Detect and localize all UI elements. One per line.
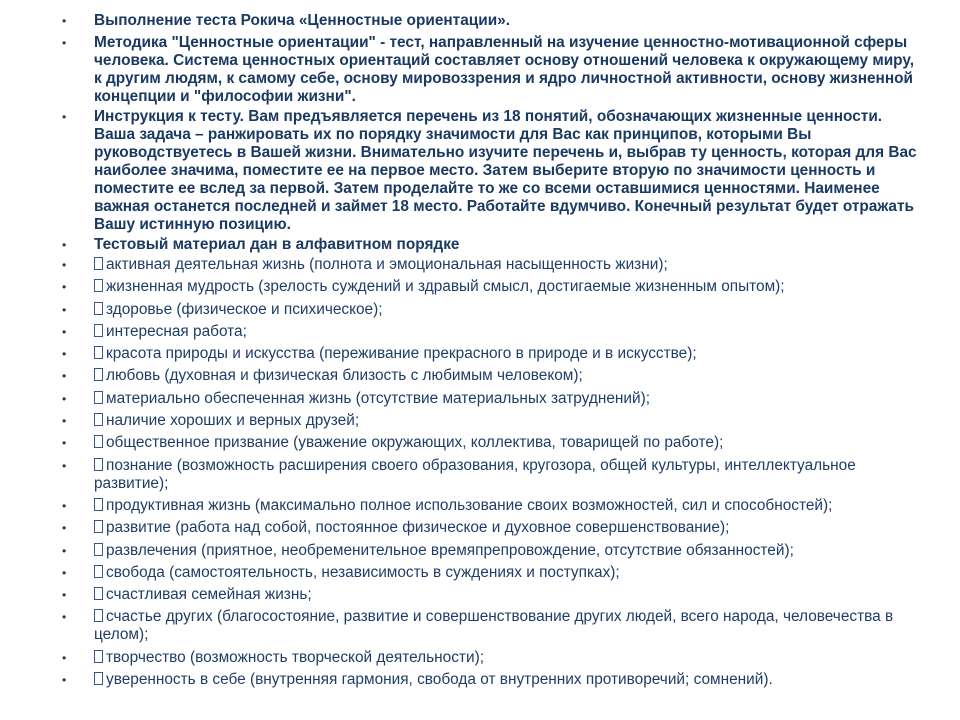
bullet-item — [62, 236, 922, 254]
bullet-list — [62, 12, 922, 693]
bullet-label: уверенность в себе (внутренняя гармония, свобода от внутренних противоречий; сомнений). — [106, 671, 773, 689]
bullet-label: продуктивная жизнь (максимально полное использование своих возможностей, сил и способностей); — [106, 496, 833, 514]
bullet-dot: • — [62, 458, 67, 473]
bullet-item — [62, 542, 922, 560]
bullet-text — [94, 497, 832, 514]
missing-glyph-box-icon — [94, 650, 103, 663]
bullet-label: здоровье (физическое и психическое); — [106, 300, 383, 318]
bullet-text — [94, 301, 383, 318]
missing-glyph-box-icon — [94, 435, 103, 448]
missing-glyph-box-icon — [94, 368, 103, 381]
bullet-dot: • — [62, 14, 67, 28]
missing-glyph-box-icon — [94, 609, 103, 622]
missing-glyph-box-icon — [94, 279, 103, 292]
bullet-text — [94, 542, 794, 559]
bullet-label: счастливая семейная жизнь; — [106, 586, 312, 604]
bullet-text — [94, 108, 917, 233]
missing-glyph-box-icon — [94, 346, 103, 359]
missing-glyph-box-icon — [94, 672, 103, 685]
bullet-item — [62, 497, 922, 515]
bullet-label: активная деятельная жизнь (полнота и эмоциональная насыщенность жизни); — [106, 256, 668, 273]
bullet-text — [94, 345, 697, 362]
bullet-label: Инструкция к тесту. Вам предъявляется перечень из 18 понятий, обозначающих жизненные ценности. Ваша задача – ранжировать их по порядку значимости для Вас как принципов, которыми Вы руководствуетесь в Вашей жизни. Внимательно изучите перечень и, выбрав ту ценность, которая для Вас наиболее значима, поместите ее на первое место. Затем выберите вторую по значимости ценность и поместите ее вслед за первой. Затем проделайте то же со всеми оставшимися ценностями. Наименее важная останется последней и займет 18 место. Работайте вдумчиво. Конечный результат будет отражать Вашу истинную позицию. — [94, 108, 917, 233]
bullet-label: жизненная мудрость (зрелость суждений и здравый смысл, достигаемые жизненным опытом); — [106, 278, 785, 296]
bullet-text — [94, 12, 510, 29]
bullet-text — [94, 671, 773, 688]
bullet-label: интересная работа; — [106, 322, 247, 340]
bullet-text — [94, 256, 668, 273]
bullet-text — [94, 586, 312, 603]
bullet-text — [94, 367, 583, 384]
bullet-item — [62, 564, 922, 582]
bullet-text — [94, 34, 914, 105]
bullet-label: любовь (духовная и физическая близость с любимым человеком); — [106, 367, 583, 385]
missing-glyph-box-icon — [94, 543, 103, 556]
missing-glyph-box-icon — [94, 520, 103, 533]
bullet-text — [94, 608, 893, 643]
bullet-item — [62, 256, 922, 274]
bullet-item — [62, 519, 922, 537]
bullet-label: Методика "Ценностные ориентации" - тест, направленный на изучение ценностно-мотивационной сферы человека. Система ценностных ориентаций составляет основу отношений человека к окружающему миру, к другим людям, к самому себе, основу мировоззрения и ядро личностной активности, основу жизненной концепции и "философии жизни". — [94, 34, 915, 105]
bullet-dot: • — [62, 347, 67, 362]
missing-glyph-box-icon — [94, 257, 103, 270]
bullet-label: счастье других (благосостояние, развитие и совершенствование других людей, всего народа, человечества в целом); — [94, 608, 894, 644]
bullet-item — [62, 608, 922, 644]
bullet-text — [94, 390, 650, 407]
bullet-label: познание (возможность расширения своего образования, кругозора, общей культуры, интеллектуальное развитие); — [94, 456, 856, 492]
bullet-dot: • — [62, 521, 67, 536]
bullet-item — [62, 457, 922, 493]
bullet-dot: • — [62, 324, 67, 339]
bullet-item — [62, 301, 922, 319]
bullet-label: творчество (возможность творческой деятельности); — [106, 648, 484, 666]
bullet-dot: • — [62, 588, 67, 603]
bullet-text — [94, 519, 729, 536]
bullet-dot: • — [62, 436, 67, 451]
bullet-item — [62, 390, 922, 408]
missing-glyph-box-icon — [94, 302, 103, 315]
bullet-item — [62, 434, 922, 452]
bullet-dot: • — [62, 238, 67, 252]
bullet-item — [62, 323, 922, 341]
missing-glyph-box-icon — [94, 391, 103, 404]
bullet-dot: • — [62, 673, 67, 688]
bullet-item — [62, 586, 922, 604]
missing-glyph-box-icon — [94, 413, 103, 426]
bullet-dot: • — [62, 414, 67, 429]
bullet-text — [94, 236, 459, 253]
missing-glyph-box-icon — [94, 324, 103, 337]
bullet-label: красота природы и искусства (переживание прекрасного в природе и в искусстве); — [106, 345, 697, 363]
bullet-dot: • — [62, 258, 67, 272]
bullet-dot: • — [62, 650, 67, 665]
bullet-item — [62, 649, 922, 667]
bullet-text — [94, 649, 484, 666]
bullet-item — [62, 412, 922, 430]
bullet-dot: • — [62, 565, 67, 580]
missing-glyph-box-icon — [94, 458, 103, 471]
bullet-dot: • — [62, 543, 67, 558]
bullet-label: наличие хороших и верных друзей; — [106, 412, 360, 430]
bullet-label: Выполнение теста Рокича «Ценностные ориентации». — [94, 12, 510, 29]
bullet-dot: • — [62, 391, 67, 406]
bullet-dot: • — [62, 110, 67, 124]
bullet-text — [94, 457, 856, 492]
missing-glyph-box-icon — [94, 565, 103, 578]
bullet-dot: • — [62, 36, 67, 50]
bullet-dot: • — [62, 610, 67, 625]
bullet-text — [94, 323, 247, 340]
bullet-item — [62, 108, 922, 234]
bullet-item — [62, 671, 922, 689]
bullet-dot: • — [62, 369, 67, 384]
bullet-text — [94, 412, 359, 429]
missing-glyph-box-icon — [94, 498, 103, 511]
bullet-label: свобода (самостоятельность, независимость в суждениях и поступках); — [106, 563, 620, 581]
bullet-label: материально обеспеченная жизнь (отсутствие материальных затруднений); — [106, 389, 650, 407]
bullet-dot: • — [62, 498, 67, 513]
bullet-item — [62, 278, 922, 296]
bullet-label: развлечения (приятное, необременительное времяпрепровождение, отсутствие обязанностей); — [106, 541, 794, 559]
bullet-label: общественное призвание (уважение окружающих, коллектива, товарищей по работе); — [106, 434, 724, 452]
bullet-dot: • — [62, 302, 67, 317]
bullet-item — [62, 367, 922, 385]
bullet-label: Тестовый материал дан в алфавитном порядке — [94, 236, 460, 253]
bullet-text — [94, 564, 620, 581]
bullet-item — [62, 12, 922, 30]
bullet-text — [94, 278, 785, 295]
bullet-text — [94, 434, 723, 451]
bullet-dot: • — [62, 280, 67, 295]
bullet-item — [62, 345, 922, 363]
bullet-label: развитие (работа над собой, постоянное физическое и духовное совершенствование); — [106, 519, 730, 537]
missing-glyph-box-icon — [94, 587, 103, 600]
bullet-item — [62, 34, 922, 106]
